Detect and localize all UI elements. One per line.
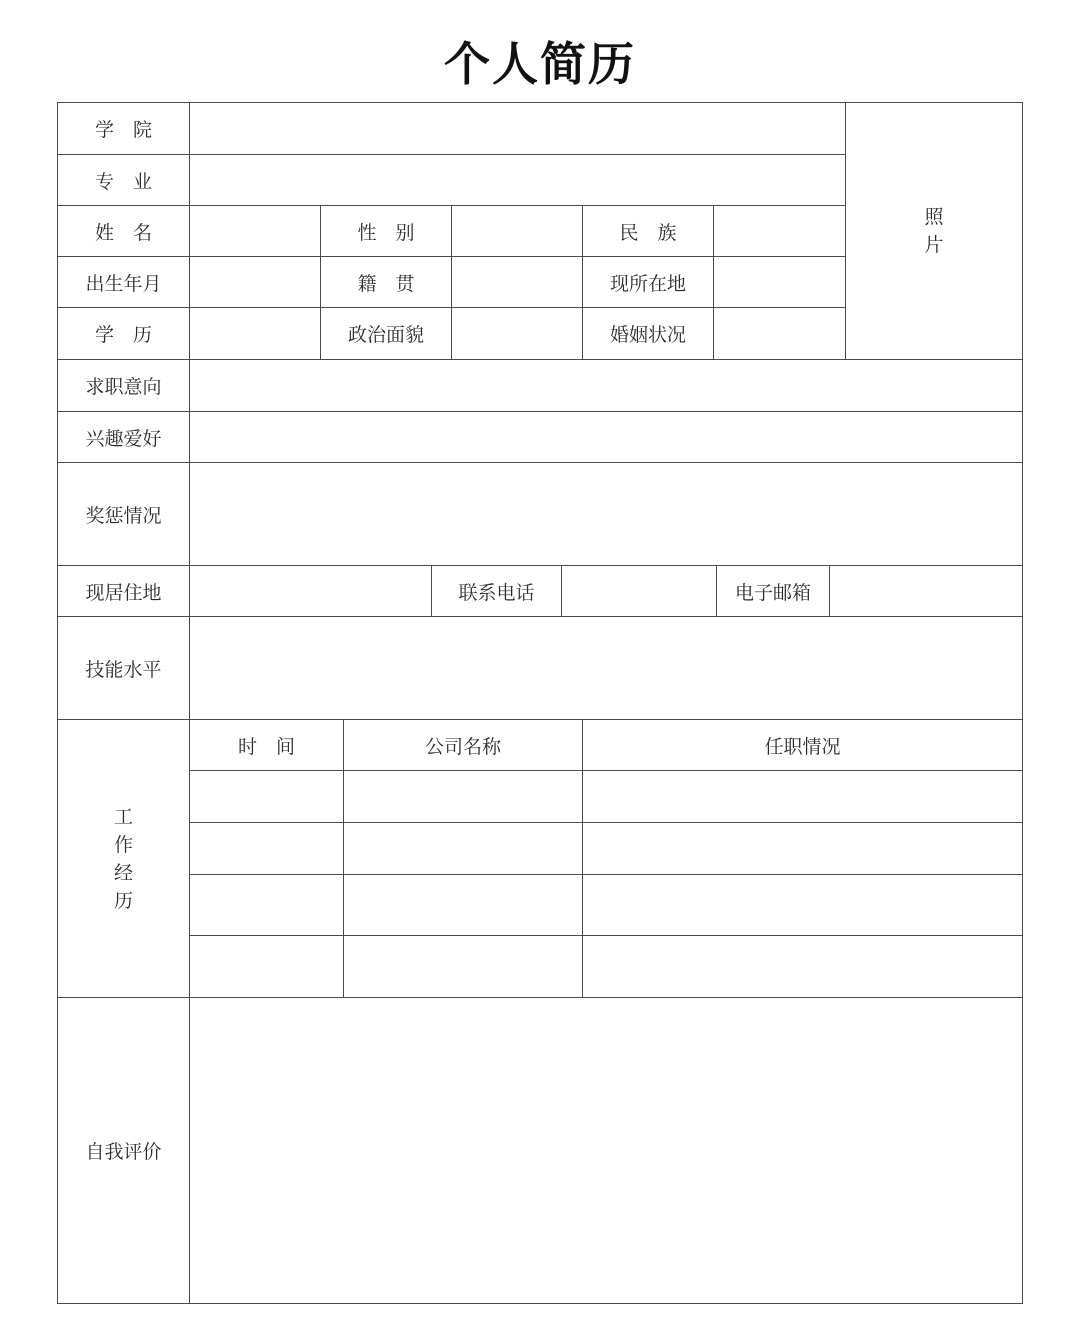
job-intention-label: 求职意向 bbox=[57, 359, 190, 412]
email-field[interactable] bbox=[829, 565, 1023, 617]
work-experience-char: 经 bbox=[113, 861, 133, 884]
work-row-2-company[interactable] bbox=[343, 822, 583, 875]
work-row-3-company[interactable] bbox=[343, 874, 583, 936]
gender-field[interactable] bbox=[451, 205, 583, 257]
self-evaluation-field[interactable] bbox=[189, 997, 1023, 1304]
phone-label: 联系电话 bbox=[431, 565, 562, 617]
major-label: 专 业 bbox=[57, 154, 190, 206]
work-row-4-company[interactable] bbox=[343, 935, 583, 998]
rewards-field[interactable] bbox=[189, 462, 1023, 566]
work-experience-label bbox=[57, 719, 190, 998]
native-place-label: 籍 贯 bbox=[320, 256, 452, 308]
native-place-field[interactable] bbox=[451, 256, 583, 308]
skills-field[interactable] bbox=[189, 616, 1023, 720]
work-header-time: 时 间 bbox=[189, 719, 344, 771]
current-location-field[interactable] bbox=[713, 256, 846, 308]
education-field[interactable] bbox=[189, 307, 321, 360]
residence-field[interactable] bbox=[189, 565, 432, 617]
page-title: 个人简历 bbox=[444, 37, 636, 91]
work-row-1-company[interactable] bbox=[343, 770, 583, 823]
work-experience-char: 作 bbox=[113, 833, 133, 856]
residence-label: 现居住地 bbox=[57, 565, 190, 617]
photo-box[interactable] bbox=[845, 102, 1023, 360]
major-field[interactable] bbox=[189, 154, 846, 206]
work-header-position: 任职情况 bbox=[582, 719, 1023, 771]
work-row-1-time[interactable] bbox=[189, 770, 344, 823]
work-row-2-position[interactable] bbox=[582, 822, 1023, 875]
work-row-4-time[interactable] bbox=[189, 935, 344, 998]
email-label: 电子邮箱 bbox=[716, 565, 830, 617]
phone-field[interactable] bbox=[561, 565, 717, 617]
skills-label: 技能水平 bbox=[57, 616, 190, 720]
birth-label: 出生年月 bbox=[57, 256, 190, 308]
work-row-1-position[interactable] bbox=[582, 770, 1023, 823]
college-label: 学 院 bbox=[57, 102, 190, 155]
work-header-company: 公司名称 bbox=[343, 719, 583, 771]
gender-label: 性 别 bbox=[320, 205, 452, 257]
photo-label-char: 片 bbox=[924, 234, 944, 256]
hobbies-field[interactable] bbox=[189, 411, 1023, 463]
college-field[interactable] bbox=[189, 102, 846, 155]
ethnicity-field[interactable] bbox=[713, 205, 846, 257]
hobbies-label: 兴趣爱好 bbox=[57, 411, 190, 463]
work-experience-char: 历 bbox=[113, 889, 133, 912]
work-experience-char: 工 bbox=[113, 805, 133, 828]
name-field[interactable] bbox=[189, 205, 321, 257]
marital-status-field[interactable] bbox=[713, 307, 846, 360]
self-evaluation-label: 自我评价 bbox=[57, 997, 190, 1304]
work-row-4-position[interactable] bbox=[582, 935, 1023, 998]
ethnicity-label: 民 族 bbox=[582, 205, 714, 257]
work-row-3-position[interactable] bbox=[582, 874, 1023, 936]
current-location-label: 现所在地 bbox=[582, 256, 714, 308]
rewards-label: 奖惩情况 bbox=[57, 462, 190, 566]
political-status-label: 政治面貌 bbox=[320, 307, 452, 360]
photo-label-char: 照 bbox=[924, 206, 944, 228]
name-label: 姓 名 bbox=[57, 205, 190, 257]
birth-field[interactable] bbox=[189, 256, 321, 308]
political-status-field[interactable] bbox=[451, 307, 583, 360]
marital-status-label: 婚姻状况 bbox=[582, 307, 714, 360]
work-row-2-time[interactable] bbox=[189, 822, 344, 875]
work-row-3-time[interactable] bbox=[189, 874, 344, 936]
education-label: 学 历 bbox=[57, 307, 190, 360]
job-intention-field[interactable] bbox=[189, 359, 1023, 412]
